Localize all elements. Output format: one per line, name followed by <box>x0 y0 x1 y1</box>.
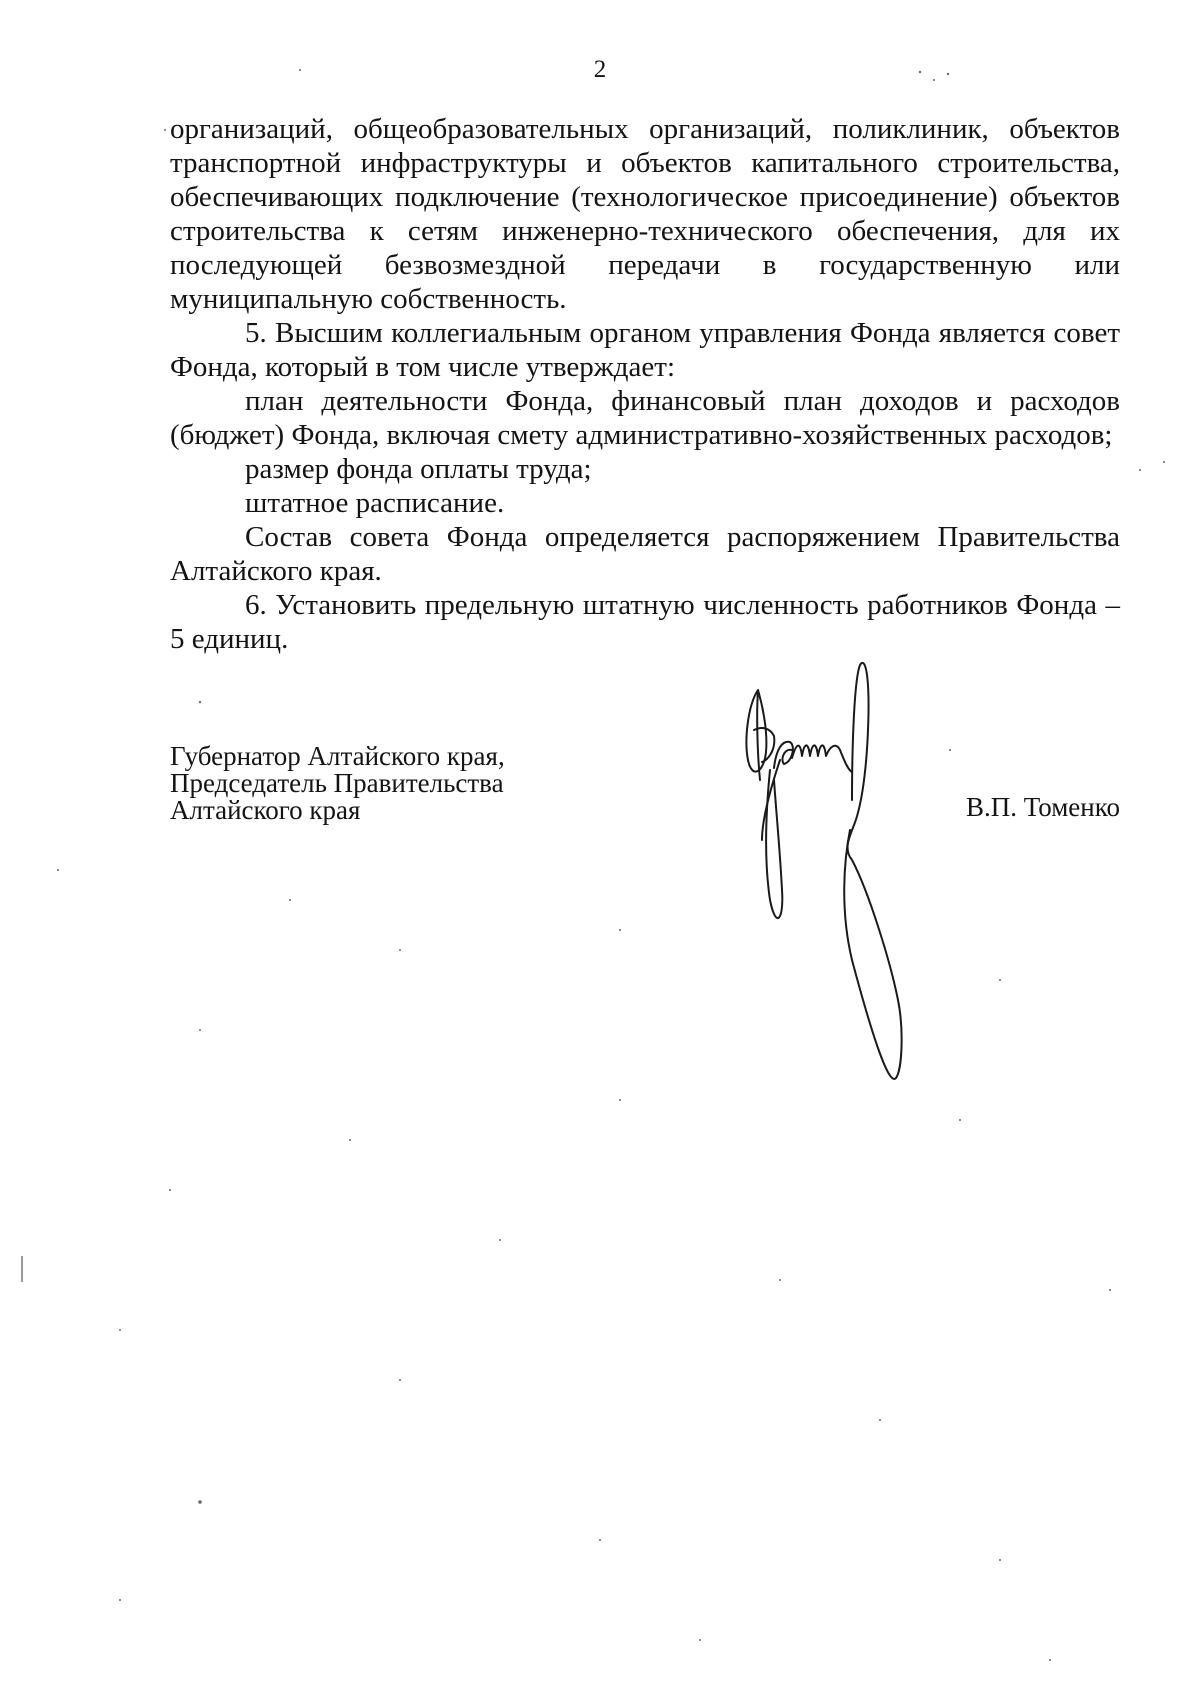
handwritten-signature <box>740 660 920 1090</box>
signatory-title-line: Председатель Правительства <box>170 768 504 798</box>
paragraph-activity-plan: план деятельности Фонда, финансовый план доходов и расходов (бюджет) Фонда, включая смету административно-хозяйственных расходов; <box>170 385 1120 451</box>
paragraph-wage-fund: размер фонда оплаты труда; <box>245 453 592 485</box>
paragraph-council-composition: Состав совета Фонда определяется распоряжением Правительства Алтайского края. <box>170 521 1120 587</box>
paragraph-continuation: организаций, общеобразовательных организаций, поликлиник, объектов транспортной инфраструктуры и объектов капитального строительства, обеспечивающих подключение (технологическое присоединение) объектов строительства к сетям инженерно-технического обеспечения, для их последующей безвозмездной передачи в государственную или муниципальную собственность. <box>170 113 1120 315</box>
signatory-title-line: Алтайского края <box>170 795 361 825</box>
signer-name: В.П. Томенко <box>966 792 1120 822</box>
paragraph-item-5: 5. Высшим коллегиальным органом управления Фонда является совет Фонда, который в том числе утверждает: <box>170 317 1120 383</box>
signatory-title <box>170 743 505 824</box>
signatory-title-line: Губернатор Алтайского края, <box>170 741 505 771</box>
paragraph-staff-schedule: штатное расписание. <box>245 487 505 519</box>
body-text <box>170 112 1120 656</box>
page-number: 2 <box>593 56 607 83</box>
paragraph-item-6: 6. Установить предельную штатную численность работников Фонда – 5 единиц. <box>170 589 1120 655</box>
